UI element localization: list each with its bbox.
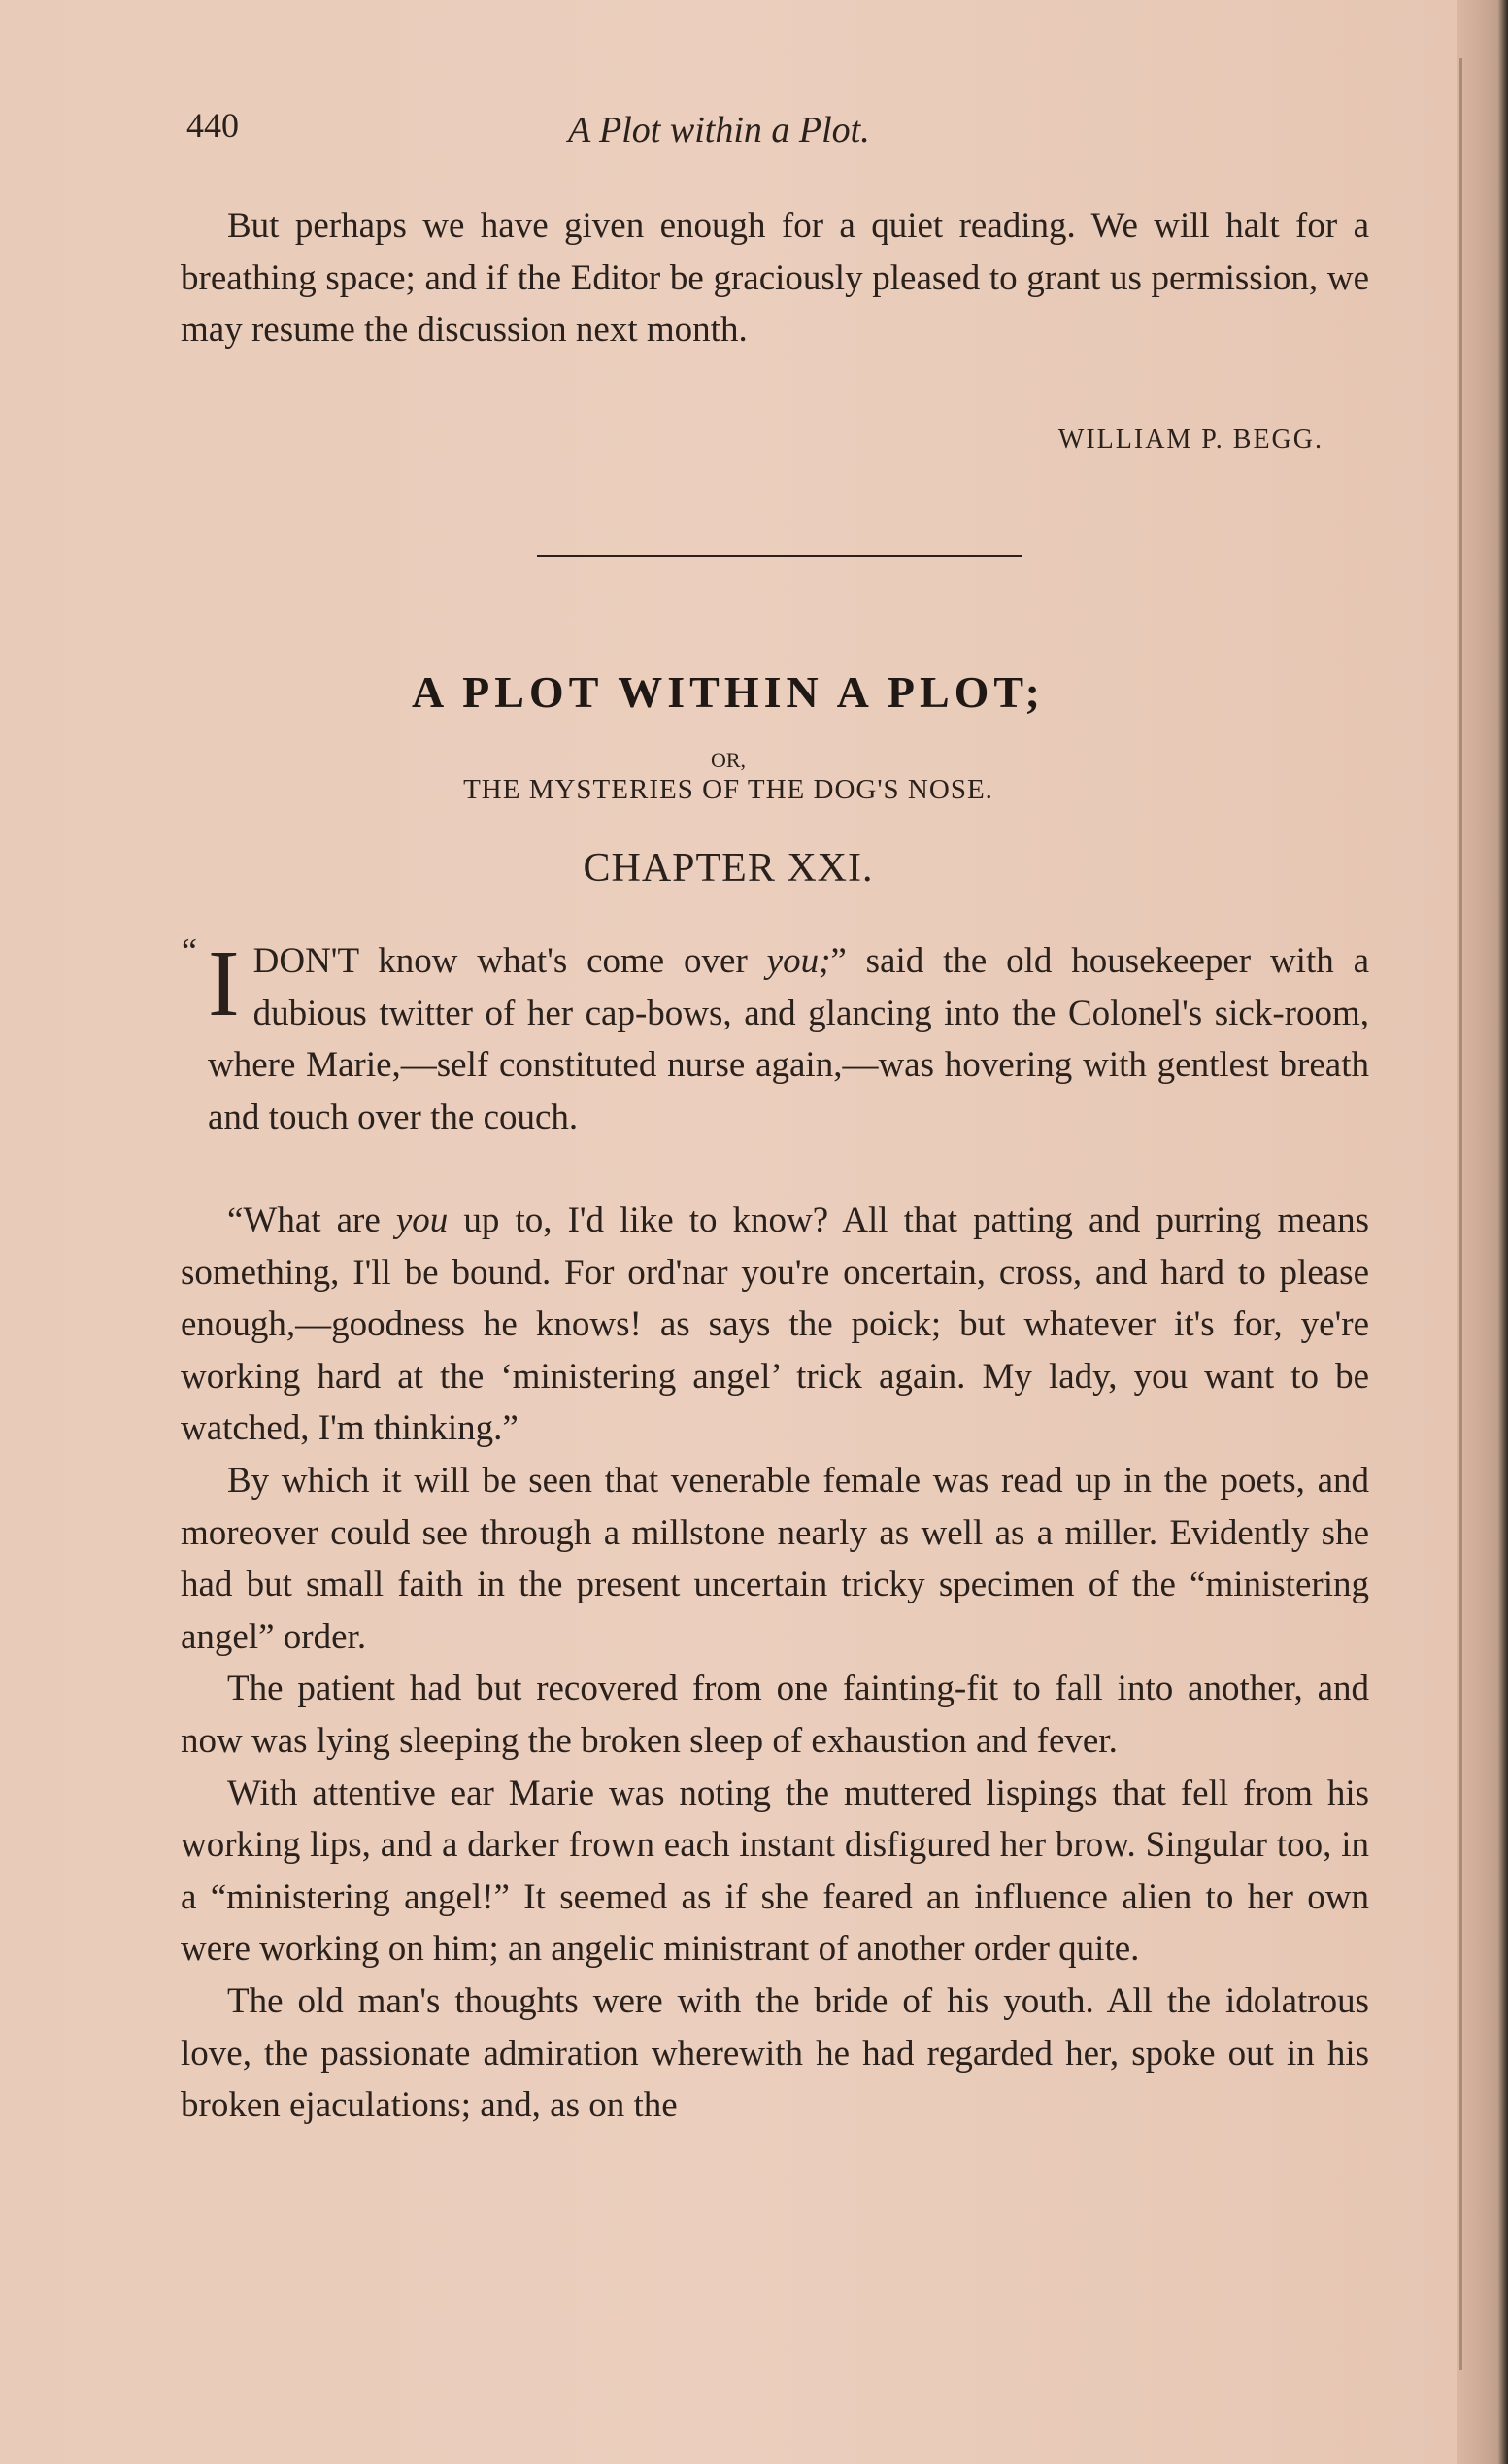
page-number: 440 [186, 106, 239, 145]
emphasis: you [395, 1200, 449, 1240]
article-subtitle: THE MYSTERIES OF THE DOG'S NOSE. [463, 774, 993, 805]
chapter-heading: CHAPTER XXI. [583, 846, 874, 891]
title-conjunction: OR, [710, 748, 747, 772]
paragraph-3: By which it will be seen that venerable female was read up in the poets, and moreover could see through a millstone nearly as well as a miller. Evidently she had but small faith in the present uncertain tricky specimen of the “ministering angel” order. [181, 1460, 1369, 1657]
paragraph-4: The patient had but recovered from one fainting-fit to fall into another, and now was lying sleeping the broken sleep of exhaustion and fever. [181, 1669, 1369, 1761]
emphasis: you; [766, 941, 831, 981]
opening-quote: “ [182, 931, 197, 970]
closing-paragraph-block [181, 200, 1369, 356]
drop-cap: I [208, 931, 240, 1036]
article-body [208, 931, 1369, 1143]
page-gutter-line [1459, 58, 1462, 2370]
section-divider [537, 555, 1022, 557]
author-signature: WILLIAM P. BEGG. [1057, 424, 1324, 455]
running-head-title: A Plot within a Plot. [568, 110, 870, 151]
paragraph-1: I DON'T know what's come over you;” said the old housekeeper with a dubious twitter of her cap-bows, and glancing into the Colonel's sick-room, where Marie,—self constituted nurse again,—was hovering with gentlest breath and touch over the couch. [208, 931, 1369, 1137]
paragraph-2: “What are you up to, I'd like to know? All that patting and purring means something, I'll be bound. For ord'nar you're oncertain, cross, and hard to please enough,—goodness he knows! as says the poick; but whatever it's for, ye're working hard at the ‘ministering angel’ trick again. My lady, you want to be watched, I'm thinking.” [181, 1200, 1369, 1449]
paragraph-5: With attentive ear Marie was noting the muttered lispings that fell from his working lips, and a darker frown each instant disfigured her brow. Singular too, in a “ministering angel!” It seemed as if she feared an influence alien to her own were working on him; an angelic ministrant of another order quite. [181, 1772, 1369, 1970]
closing-paragraph: But perhaps we have given enough for a quiet reading. We will halt for a breathing space; and if the Editor be graciously pleased to grant us permission, we may resume the discussion next month. [181, 206, 1369, 351]
paragraph-6: The old man's thoughts were with the bride of his youth. All the idolatrous love, the passionate admiration wherewith he had regarded her, spoke out in his broken ejaculations; and, as on the [181, 1980, 1369, 2126]
page-edge [1457, 0, 1508, 2464]
article-body-continued [181, 1195, 1369, 2132]
article-title: A PLOT WITHIN A PLOT; [411, 667, 1046, 717]
